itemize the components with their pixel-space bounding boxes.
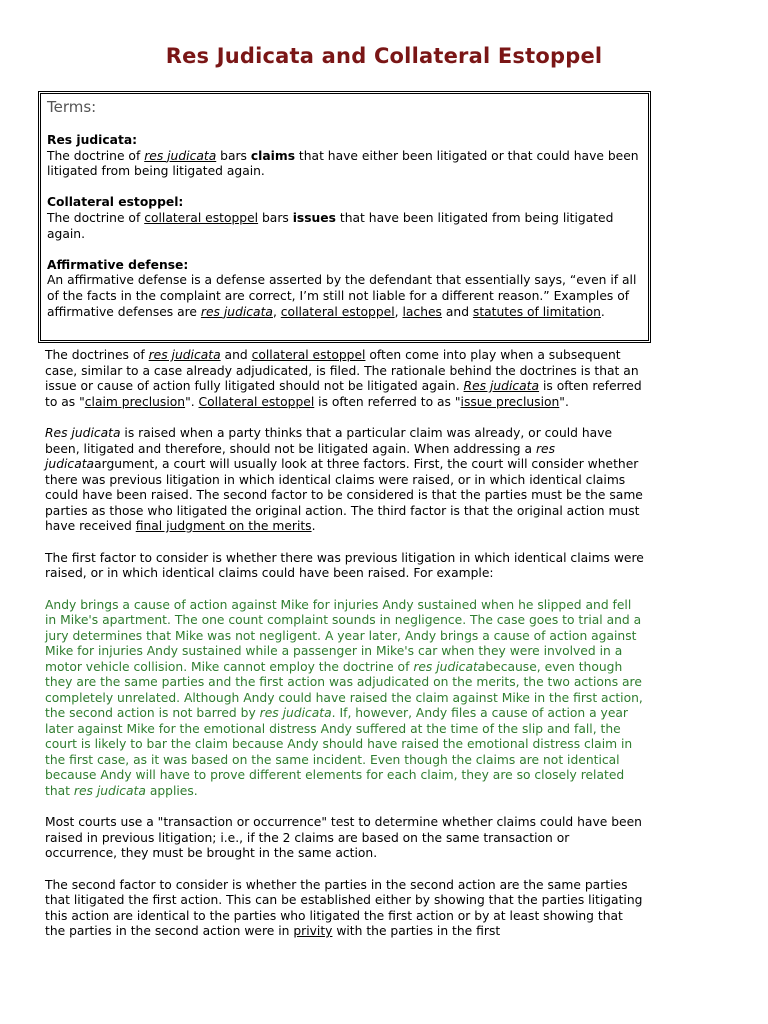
term-res-judicata <box>47 133 643 180</box>
laches-link[interactable]: laches <box>402 304 442 319</box>
terms-heading: Terms: <box>47 98 97 116</box>
term-text: bars <box>216 148 251 163</box>
term-sep: , <box>272 304 281 319</box>
main-content <box>45 348 645 956</box>
terms-box <box>38 91 651 343</box>
term-text: bars <box>258 210 293 225</box>
italic-text: res judicata <box>73 783 146 798</box>
text: is often referred to as " <box>45 379 642 409</box>
final-judgment-link[interactable]: final judgment on the merits <box>135 519 312 533</box>
paragraph-transaction-test <box>45 815 645 862</box>
term-sep: , <box>394 304 403 319</box>
text: Most courts use a "transaction or occurrence" test to determine whether claims could have been raised in previous litigation; i.e., if the 2 claims are based on the same transaction or occurrence, they must be brought in the same action. <box>45 815 642 860</box>
paragraph-doctrines <box>45 348 645 410</box>
term-bold-claims: claims <box>250 148 296 163</box>
paragraph-three-factors <box>45 426 645 535</box>
italic-text: Res judicata <box>45 426 121 440</box>
italic-text: res judicata <box>45 441 555 471</box>
term-affirmative-defense <box>47 258 643 320</box>
text: The doctrines of <box>45 348 149 362</box>
collateral-estoppel-link[interactable]: collateral estoppel <box>251 348 366 362</box>
paragraph-first-factor <box>45 551 645 582</box>
italic-text: res judicata <box>259 706 332 720</box>
text: ". <box>185 394 199 409</box>
privity-link[interactable]: privity <box>293 924 333 938</box>
text: with the parties in the first <box>332 924 501 938</box>
collateral-estoppel-link[interactable]: collateral estoppel <box>144 210 259 225</box>
text: Andy brings a cause of action against Mike for injuries Andy sustained when he slipped and fell in Mike's apartment. The one count complaint sounds in negligence. The case goes to trial and a jury determines that Mike was not negligent. A year later, Andy brings a cause of action against Mike for injuries Andy sustained while a passenger in Mike's car when they were involved in a motor vehicle collision. Mike cannot employ the doctrine of <box>45 597 642 674</box>
term-text: The doctrine of <box>47 148 145 163</box>
text: argument, a court will usually look at three factors. First, the court will consider whether there was previous litigation in which identical claims were raised, or in which identical claims could have been raised. The second factor to be considered is that the parties must be the same parties as those who litigated the original action. The third factor is that the original action must have received <box>45 457 643 533</box>
collateral-estoppel-link[interactable]: Collateral estoppel <box>198 394 315 409</box>
text: often come into play when a subsequent case, similar to a case already adjudicated, is filed. The rationale behind the doctrines is that an issue or cause of action fully litigated should not be litigated again. <box>45 348 639 393</box>
text: . <box>311 519 316 533</box>
res-judicata-link[interactable]: Res judicata <box>463 379 540 393</box>
term-text: that have been litigated from being litigated again. <box>47 210 614 241</box>
paragraph-second-factor <box>45 878 645 940</box>
text: is raised when a party thinks that a particular claim was already, or could have been, litigated and therefore, should not be litigated again. When addressing a <box>45 426 613 456</box>
res-judicata-link[interactable]: res judicata <box>200 304 273 319</box>
term-bold-issues: issues <box>292 210 336 225</box>
collateral-estoppel-link[interactable]: collateral estoppel <box>280 304 395 319</box>
text: and <box>220 348 252 362</box>
text: The first factor to consider is whether there was previous litigation in which identical claims were raised, or in which identical claims could have been raised. For example: <box>45 550 644 580</box>
claim-preclusion-link[interactable]: claim preclusion <box>84 394 186 409</box>
italic-text: res judicata <box>413 659 486 674</box>
page-title: Res Judicata and Collateral Estoppel <box>165 44 603 68</box>
term-title-affirmative-defense: Affirmative defense: <box>47 257 189 272</box>
term-sep: and <box>441 304 473 319</box>
text: The second factor to consider is whether the parties in the second action are the same parties that litigated the first action. This can be established either by showing that the parties litigating this action are identical to the parties who litigated the first action or by at least showing that the parties in the second action were in <box>45 877 643 938</box>
term-text: An affirmative defense is a defense asserted by the defendant that essentially says, “even if all of the facts in the complaint are correct, I’m still not liable for a different reason.” Examples of affirmative defenses are <box>47 273 637 319</box>
text: ". <box>559 394 569 409</box>
example-paragraph <box>45 598 645 800</box>
res-judicata-link[interactable]: res judicata <box>144 148 217 163</box>
text: because, even though they are the same parties and the first action was adjudicated on the merits, the two actions are completely unrelated. Although Andy could have raised the claim against Mike in the first action, the second action is not barred by <box>45 659 643 720</box>
term-title-res-judicata: Res judicata: <box>47 133 138 147</box>
term-title-collateral-estoppel: Collateral estoppel: <box>47 195 184 210</box>
text: is often referred to as " <box>314 394 461 409</box>
term-end: . <box>600 304 605 319</box>
issue-preclusion-link[interactable]: issue preclusion <box>460 394 560 409</box>
text: . If, however, Andy files a cause of action a year later against Mike for the emotional distress Andy suffered at the time of the slip and fall, the court is likely to bar the claim because Andy should have raised the emotional distress claim in the first case, as it was based on the same incident. Even though the claims are not identical because Andy will have to prove different elements for each claim, they are so closely related that <box>45 706 633 798</box>
res-judicata-link[interactable]: res judicata <box>148 348 221 362</box>
term-text: that have either been litigated or that could have been litigated from being litigated again. <box>47 148 639 179</box>
statutes-of-limitation-link[interactable]: statutes of limitation <box>472 304 601 319</box>
term-text: The doctrine of <box>47 210 145 225</box>
text: applies. <box>145 783 198 798</box>
term-collateral-estoppel <box>47 195 643 242</box>
